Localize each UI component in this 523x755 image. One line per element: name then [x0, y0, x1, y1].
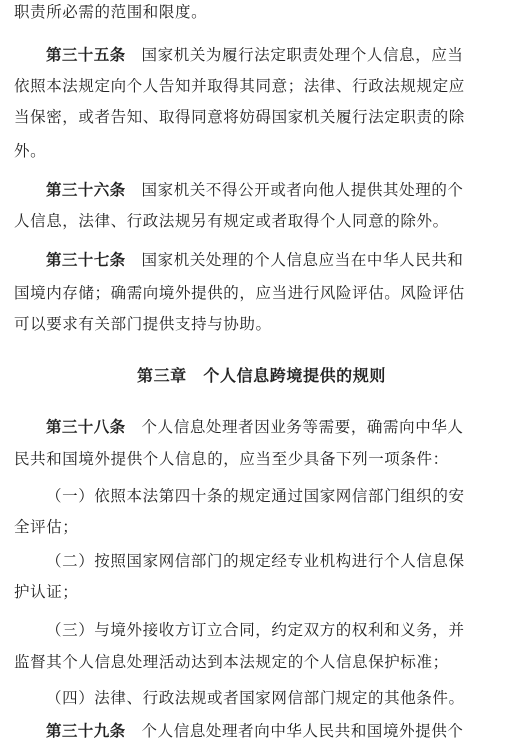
paragraph-line: 可以要求有关部门提供支持与协助。: [14, 315, 272, 333]
paragraph-line: 职责所必需的范围和限度。: [14, 3, 208, 21]
paragraph-line: 民共和国境外提供个人信息的，应当至少具备下列一项条件：: [14, 450, 449, 468]
paragraph-line: 当保密，或者告知、取得同意将妨碍国家机关履行法定职责的除: [14, 108, 465, 126]
paragraph-line: 国境内存储；确需向境外提供的，应当进行风险评估。风险评估: [14, 284, 465, 302]
paragraph-line: 外。: [14, 142, 47, 160]
article-38-label: 第三十八条: [46, 418, 126, 436]
paragraph-text: 国家机关处理的个人信息应当在中华人民共和: [141, 251, 464, 269]
article-37-first-line: [46, 250, 514, 270]
list-item-1: （一）依照本法第四十条的规定通过国家网信部门组织的安: [46, 487, 465, 505]
paragraph-line: 全评估；: [14, 518, 79, 536]
article-36-label: 第三十六条: [46, 181, 126, 199]
article-36-first-line: [46, 180, 514, 200]
article-35-first-line: [46, 45, 514, 65]
paragraph-line: 依照本法规定向个人告知并取得其同意；法律、行政法规规定应: [14, 77, 465, 95]
article-35-label: 第三十五条: [46, 46, 126, 64]
paragraph-line: 护认证；: [14, 583, 79, 601]
paragraph-text: 国家机关为履行法定职责处理个人信息，应当: [141, 46, 464, 64]
list-item-2: （二）按照国家网信部门的规定经专业机构进行个人信息保: [46, 552, 465, 570]
paragraph-text: 个人信息处理者向中华人民共和国境外提供个: [141, 722, 464, 740]
article-39-first-line: [46, 721, 514, 741]
article-37-label: 第三十七条: [46, 251, 126, 269]
article-39-label: 第三十九条: [46, 722, 126, 740]
list-item-3: （三）与境外接收方订立合同，约定双方的权利和义务，并: [46, 621, 465, 639]
paragraph-text: 国家机关不得公开或者向他人提供其处理的个: [141, 181, 464, 199]
article-38-first-line: [46, 417, 514, 437]
chapter-heading: 第三章 个人信息跨境提供的规则: [136, 366, 386, 385]
paragraph-line: 监督其个人信息处理活动达到本法规定的个人信息保护标准；: [14, 653, 449, 671]
list-item-4: （四）法律、行政法规或者国家网信部门规定的其他条件。: [46, 689, 465, 707]
paragraph-line: 人信息，法律、行政法规另有规定或者取得个人同意的除外。: [14, 212, 449, 230]
paragraph-text: 个人信息处理者因业务等需要，确需向中华人: [141, 418, 464, 436]
